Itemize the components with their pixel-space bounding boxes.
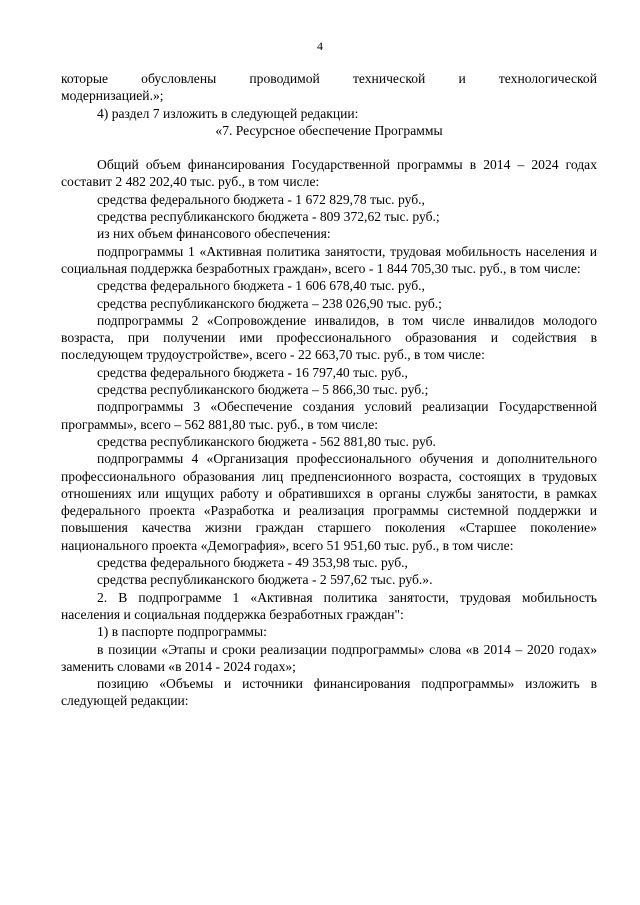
paragraph-0: которые обусловлены проводимой технической и технологической [61,71,597,86]
paragraph-9: подпрограммы 1 «Активная политика занятости, трудовая мобильность населения и социальная поддержка безработных граждан», всего - 1 844 705,30 тыс. руб., в том числе: [61,243,597,276]
paragraph-18: средства федерального бюджета - 49 353,98 тыс. руб., [97,555,408,571]
paragraph-15: подпрограммы 3 «Обеспечение создания условий реализации Государственной программы», всего – 562 881,80 тыс. руб., в том числе: [61,399,597,432]
paragraph-22: в позиции «Этапы и сроки реализации подпрограммы» слова «в 2014 – 2020 годах» заменить словами «в 2014 - 2024 годах»; [61,641,597,674]
paragraph-1: модернизацией.»; [61,88,164,104]
paragraph-23: позицию «Объемы и источники финансирования подпрограммы» изложить в следующей редакции: [61,676,597,709]
section-heading: «7. Ресурсное обеспечение Программы [215,122,443,138]
paragraph-7: средства республиканского бюджета - 809 372,62 тыс. руб.; [97,209,440,225]
paragraph-12: подпрограммы 2 «Сопровождение инвалидов, в том числе инвалидов молодого возраста, при получении ими профессионального образования и содействия в последующем трудоустройстве», всего - 22 663,70 тыс. руб., в том числе: [61,312,597,363]
paragraph-10: средства федерального бюджета - 1 606 678,40 тыс. руб., [97,278,425,294]
paragraph-21: 1) в паспорте подпрограммы: [97,624,267,640]
page-number: 4 [317,39,323,53]
blank-line [61,139,597,156]
paragraph-17: подпрограммы 4 «Организация профессионального обучения и дополнительного профессионального образования лиц предпенсионного возраста, состоящих в трудовых отношениях или ищущих работу и обратившихся в органы службы занятости, в рамках федерального проекта «Разработка и реализация программы системной поддержки и повышения качества жизни граждан старшего поколения «Старшее поколение» национального проекта «Демография», всего 51 951,60 тыс. руб., в том числе: [61,451,597,553]
paragraph-13: средства федерального бюджета - 16 797,40 тыс. руб., [97,364,408,380]
paragraph-2: 4) раздел 7 изложить в следующей редакции: [97,105,359,121]
document-body [61,70,597,710]
paragraph-19: средства республиканского бюджета - 2 597,62 тыс. руб.». [97,572,433,588]
paragraph-16: средства республиканского бюджета - 562 881,80 тыс. руб. [97,433,436,449]
paragraph-6: средства федерального бюджета - 1 672 829,78 тыс. руб., [97,191,425,207]
paragraph-20: 2. В подпрограмме 1 «Активная политика занятости, трудовая мобильность населения и социальная поддержка безработных граждан": [61,589,597,622]
paragraph-8: из них объем финансового обеспечения: [97,226,331,242]
paragraph-14: средства республиканского бюджета – 5 866,30 тыс. руб.; [97,382,429,398]
paragraph-11: средства республиканского бюджета – 238 026,90 тыс. руб.; [97,295,442,311]
paragraph-5: Общий объем финансирования Государственной программы в 2014 – 2024 годах составит 2 482 202,40 тыс. руб., в том числе: [61,157,597,190]
